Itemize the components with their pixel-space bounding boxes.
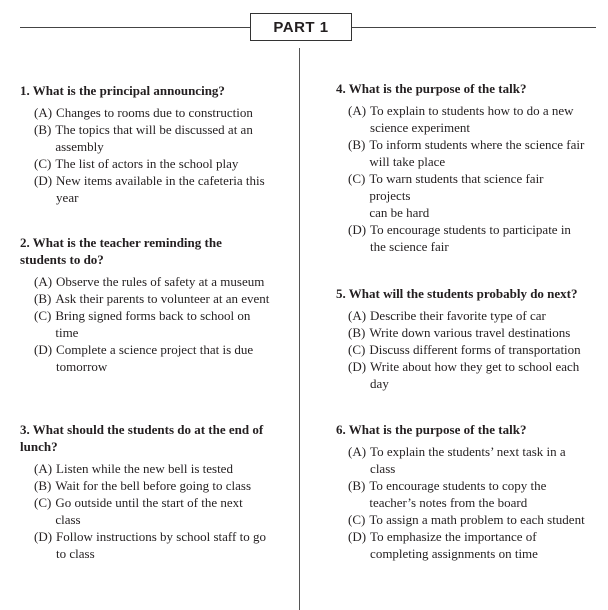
header-rule-left — [20, 27, 250, 28]
option-d[interactable]: (D) New items available in the cafeteria this year — [34, 173, 265, 205]
option-a[interactable]: (A) Changes to rooms due to construction — [34, 105, 253, 120]
question-5 — [336, 285, 600, 392]
option-b[interactable]: (B) Write down various travel destinations — [348, 325, 571, 340]
question-4 — [336, 80, 586, 255]
question-2 — [20, 234, 270, 375]
option-a[interactable]: (A) To explain to students how to do a new science experiment — [348, 103, 574, 135]
question-title: 5. What will the students probably do next? — [336, 286, 578, 301]
option-c[interactable]: (C) The list of actors in the school play — [34, 156, 239, 171]
option-c[interactable]: (C) Go outside until the start of the next class — [34, 495, 243, 527]
option-c[interactable]: (C) Bring signed forms back to school on time — [34, 308, 251, 340]
option-a[interactable]: (A) Describe their favorite type of car — [348, 308, 546, 323]
option-c[interactable]: (C) To warn students that science fair projects can be hard — [348, 171, 544, 220]
question-1 — [20, 82, 288, 206]
option-d[interactable]: (D) Complete a science project that is due tomorrow — [34, 342, 254, 374]
option-d[interactable]: (D) Write about how they get to school each day — [348, 359, 580, 391]
option-b[interactable]: (B) To inform students where the science fair will take place — [348, 137, 585, 169]
option-a[interactable]: (A) To explain the students’ next task in a class — [348, 444, 566, 476]
option-d[interactable]: (D) To encourage students to participate in the science fair — [348, 222, 571, 254]
question-3 — [20, 421, 270, 562]
option-b[interactable]: (B) The topics that will be discussed at an assembly — [34, 122, 253, 154]
column-divider — [299, 48, 300, 610]
part-label: PART 1 — [250, 13, 352, 41]
option-b[interactable]: (B) Ask their parents to volunteer at an event — [34, 291, 270, 306]
option-b[interactable]: (B) To encourage students to copy the teacher’s notes from the board — [348, 478, 547, 510]
option-a[interactable]: (A) Listen while the new bell is tested — [34, 461, 233, 476]
question-title: 4. What is the purpose of the talk? — [336, 81, 527, 96]
question-title: 1. What is the principal announcing? — [20, 83, 225, 98]
option-c[interactable]: (C) To assign a math problem to each student — [348, 512, 585, 527]
question-6 — [336, 421, 586, 562]
option-d[interactable]: (D) Follow instructions by school staff to go to class — [34, 529, 266, 561]
option-b[interactable]: (B) Wait for the bell before going to class — [34, 478, 252, 493]
option-a[interactable]: (A) Observe the rules of safety at a museum — [34, 274, 265, 289]
option-d[interactable]: (D) To emphasize the importance of completing assignments on time — [348, 529, 538, 561]
question-title: 3. What should the students do at the end of lunch? — [20, 422, 264, 454]
option-c[interactable]: (C) Discuss different forms of transportation — [348, 342, 581, 357]
header-rule-right — [352, 27, 596, 28]
question-title: 6. What is the purpose of the talk? — [336, 422, 527, 437]
question-title: 2. What is the teacher reminding the students to do? — [20, 235, 222, 267]
